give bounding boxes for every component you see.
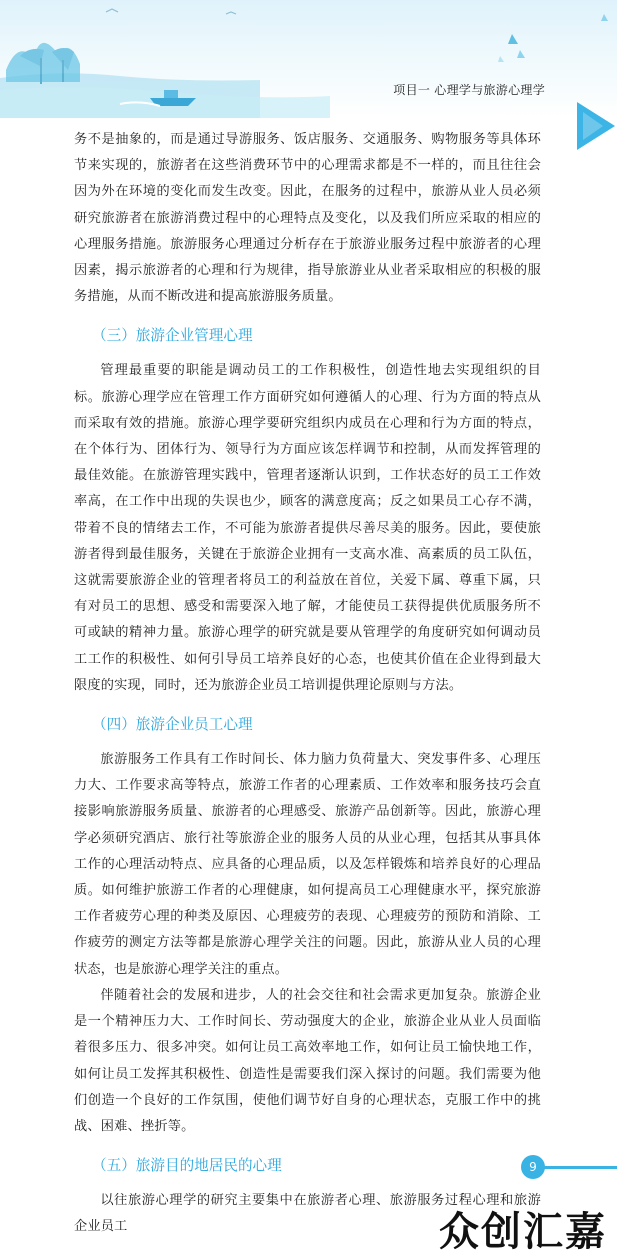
- body-paragraph: 管理最重要的职能是调动员工的工作积极性，创造性地去实现组织的目标。旅游心理学应在管理工作方面研究如何遵循人的心理、行为方面的特点从而采取有效的措施。旅游心理学要研究组织内成员在心理和行为方面的特点，在个体行为、团体行为、领导行为方面应该怎样调节和控制，从而发挥管理的最佳效能。在旅游管理实践中，管理者逐渐认识到，工作状态好的员工工作效率高，在工作中出现的失误也少，顾客的满意度高；反之如果员工心存不满，带着不良的情绪去工作，不可能为旅游者提供尽善尽美的服务。因此，要使旅游者得到最佳服务，关键在于旅游企业拥有一支高水准、高素质的员工队伍，这就需要旅游企业的管理者将员工的利益放在首位，关爱下属、尊重下属，只有对员工的思想、感受和需要深入地了解，才能使员工获得提供优质服务所不可或缺的精神力量。旅游心理学的研究就是要从管理学的角度研究如何调动员工工作的积极性、如何引导员工培养良好的心态，也使其价值在企业得到最大限度的实现，同时，还为旅游企业员工培训提供理论原则与方法。: [74, 363, 541, 693]
- decorative-triangle-icon: [573, 100, 617, 154]
- section-heading-enterprise-management: （三）旅游企业管理心理: [92, 327, 253, 345]
- page-number: 9: [521, 1155, 545, 1179]
- running-title: 项目一 心理学与旅游心理学: [393, 83, 545, 97]
- section-heading-resident-psychology: （五）旅游目的地居民的心理: [92, 1157, 282, 1175]
- page-header: [0, 0, 617, 118]
- body-paragraph: 以往旅游心理学的研究主要集中在旅游者心理、旅游服务过程心理和旅游企业员工: [74, 1193, 541, 1235]
- page-content: [74, 127, 541, 1241]
- body-paragraph: 旅游服务工作具有工作时间长、体力脑力负荷量大、突发事件多、心理压力大、工作要求高等特点，旅游工作者的心理素质、工作效率和服务技巧会直接影响旅游服务质量、旅游者的心理感受、旅游产品创新等。因此，旅游心理学必须研究酒店、旅行社等旅游企业的服务人员的从业心理，包括其从事具体工作的心理活动特点、应具备的心理品质，以及怎样锻炼和培养良好的心理品质。如何维护旅游工作者的心理健康，如何提高员工心理健康水平，探究旅游工作者疲劳心理的种类及原因、心理疲劳的表现、心理疲劳的预防和消除、工作疲劳的测定方法等都是旅游心理学关注的问题。因此，旅游从业人员的心理状态，也是旅游心理学关注的重点。: [74, 752, 541, 977]
- body-paragraph: 伴随着社会的发展和进步，人的社会交往和社会需求更加复杂。旅游企业是一个精神压力大、工作时间长、劳动强度大的企业，旅游企业从业人员面临着很多压力、很多冲突。如何让员工高效率地工作，如何让员工愉快地工作，如何让员工发挥其积极性、创造性是需要我们深入探讨的问题。我们需要为他们创造一个良好的工作氛围，使他们调节好自身的心理状态，克服工作中的挑战、困难、挫折等。: [74, 987, 541, 1134]
- watermark-logo: 众创汇嘉: [439, 1209, 607, 1255]
- section-heading-employee-psychology: （四）旅游企业员工心理: [92, 716, 253, 734]
- intro-paragraph: 务不是抽象的，而是通过导游服务、饭店服务、交通服务、购物服务等具体环节来实现的，旅游者在这些消费环节中的心理需求都是不一样的，而且往往会因为外在环境的变化而发生改变。因此，在服务的过程中，旅游从业人员必须研究旅游者在旅游消费过程中的心理特点及变化，以及我们所应采取的相应的心理服务措施。旅游服务心理通过分析存在于旅游业服务过程中旅游者的心理因素，揭示旅游者的心理和行为规律，指导旅游业从业者采取相应的积极的服务措施，从而不断改进和提高旅游服务质量。: [74, 132, 541, 305]
- beach-header-illustration: [0, 0, 617, 118]
